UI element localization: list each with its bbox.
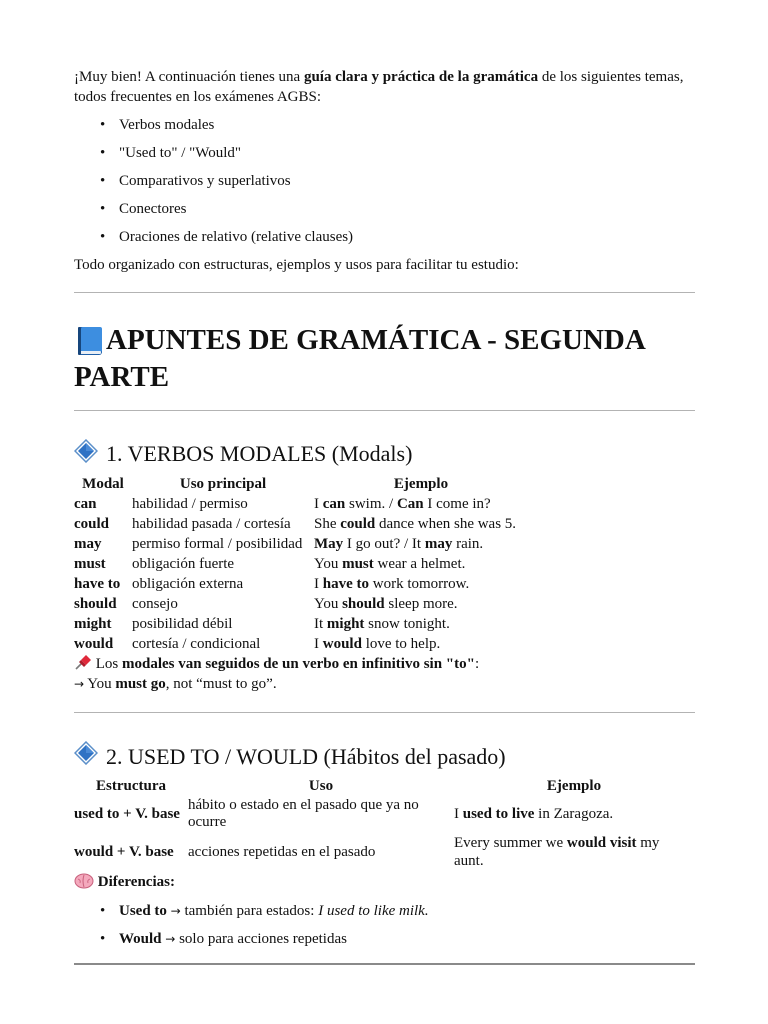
example-cell: She could dance when she was 5. — [314, 515, 517, 532]
uso-cell: hábito o estado en el pasado que ya no ocurre — [188, 797, 419, 831]
modal-cell: would — [74, 635, 114, 652]
blue-book-icon — [74, 325, 106, 360]
table-row — [74, 514, 528, 534]
example-cell: I can swim. / Can I come in? — [314, 495, 491, 512]
section-heading-used-to: 2. USED TO / WOULD (Hábitos del pasado) — [74, 741, 695, 772]
divider — [74, 712, 695, 713]
table-row — [74, 796, 694, 832]
column-header: Modal — [82, 475, 124, 492]
uso-cell: obligación fuerte — [132, 555, 235, 572]
list-item: • Comparativos y superlativos — [100, 171, 695, 191]
column-header: Uso — [308, 778, 334, 795]
example-cell: Every summer we would visit my aunt. — [454, 835, 660, 870]
example-cell: You should sleep more. — [314, 595, 458, 612]
brain-icon — [74, 873, 94, 893]
modal-cell: should — [74, 595, 117, 612]
blue-diamond-icon — [74, 741, 98, 772]
table-header-row — [74, 474, 528, 494]
used-to-table — [74, 776, 694, 872]
document-content — [74, 67, 695, 965]
modal-cell: can — [74, 495, 97, 512]
list-item: • Used to → también para estados: I used to like milk. — [100, 901, 695, 921]
uso-cell: permiso formal / posibilidad — [132, 535, 303, 552]
uso-cell: obligación externa — [132, 575, 244, 592]
intro-paragraph: ¡Muy bien! A continuación tienes una guía clara y práctica de la gramática de los siguientes temas, todos frecuentes en los exámenes AGBS: — [74, 69, 684, 105]
column-header: Ejemplo — [546, 778, 602, 795]
uso-cell: acciones repetidas en el pasado — [188, 844, 376, 861]
column-header: Estructura — [96, 778, 166, 795]
differences-list — [74, 901, 695, 949]
list-item: • "Used to" / "Would" — [100, 143, 695, 163]
modal-cell: could — [74, 515, 110, 532]
structure-cell: would + V. base — [74, 844, 174, 861]
table-row — [74, 594, 528, 614]
pushpin-icon — [74, 654, 92, 674]
topic-list — [74, 115, 695, 247]
uso-cell: posibilidad débil — [132, 615, 233, 632]
arrow-right-icon: → — [74, 677, 85, 692]
example-cell: May I go out? / It may rain. — [314, 535, 484, 552]
structure-cell: used to + V. base — [74, 806, 180, 823]
uso-cell: cortesía / condicional — [132, 635, 261, 652]
table-row — [74, 614, 528, 634]
list-item: • Would → solo para acciones repetidas — [100, 929, 695, 949]
modals-table — [74, 474, 528, 654]
modals-note: Los modales van seguidos de un verbo en infinitivo sin "to": — [74, 654, 695, 675]
arrow-right-icon: → — [170, 903, 181, 918]
modal-cell: have to — [74, 575, 121, 592]
table-row — [74, 574, 528, 594]
column-header: Uso principal — [179, 475, 267, 492]
divider — [74, 410, 695, 411]
list-item: • Conectores — [100, 199, 695, 219]
table-row — [74, 832, 694, 872]
example-cell: I have to work tomorrow. — [314, 575, 470, 592]
uso-cell: habilidad / permiso — [132, 495, 248, 512]
divider — [74, 292, 695, 293]
blue-diamond-icon — [74, 439, 98, 470]
list-item: • Verbos modales — [100, 115, 695, 135]
column-header: Ejemplo — [393, 475, 449, 492]
example-cell: You must wear a helmet. — [314, 555, 466, 572]
modal-cell: may — [74, 535, 102, 552]
page-title: APUNTES DE GRAMÁTICA - SEGUNDA PARTE — [74, 324, 645, 393]
table-row — [74, 494, 528, 514]
arrow-right-icon: → — [165, 931, 176, 946]
list-item: • Oraciones de relativo (relative clauses) — [100, 227, 695, 247]
uso-cell: habilidad pasada / cortesía — [132, 515, 291, 532]
outro-paragraph: Todo organizado con estructuras, ejemplos y usos para facilitar tu estudio: — [74, 257, 519, 273]
table-header-row — [74, 776, 694, 796]
uso-cell: consejo — [132, 595, 178, 612]
differences-label: Diferencias: — [74, 872, 695, 893]
example-cell: It might snow tonight. — [314, 615, 450, 632]
example-cell: I would love to help. — [314, 635, 441, 652]
table-row — [74, 534, 528, 554]
divider — [74, 963, 695, 965]
example-cell: I used to live in Zaragoza. — [454, 806, 614, 823]
modals-example: → You must go, not “must to go”. — [74, 676, 277, 693]
modal-cell: must — [74, 555, 106, 572]
table-row — [74, 634, 528, 654]
section-heading-modals: 1. VERBOS MODALES (Modals) — [74, 439, 695, 470]
modal-cell: might — [74, 615, 112, 632]
table-row — [74, 554, 528, 574]
